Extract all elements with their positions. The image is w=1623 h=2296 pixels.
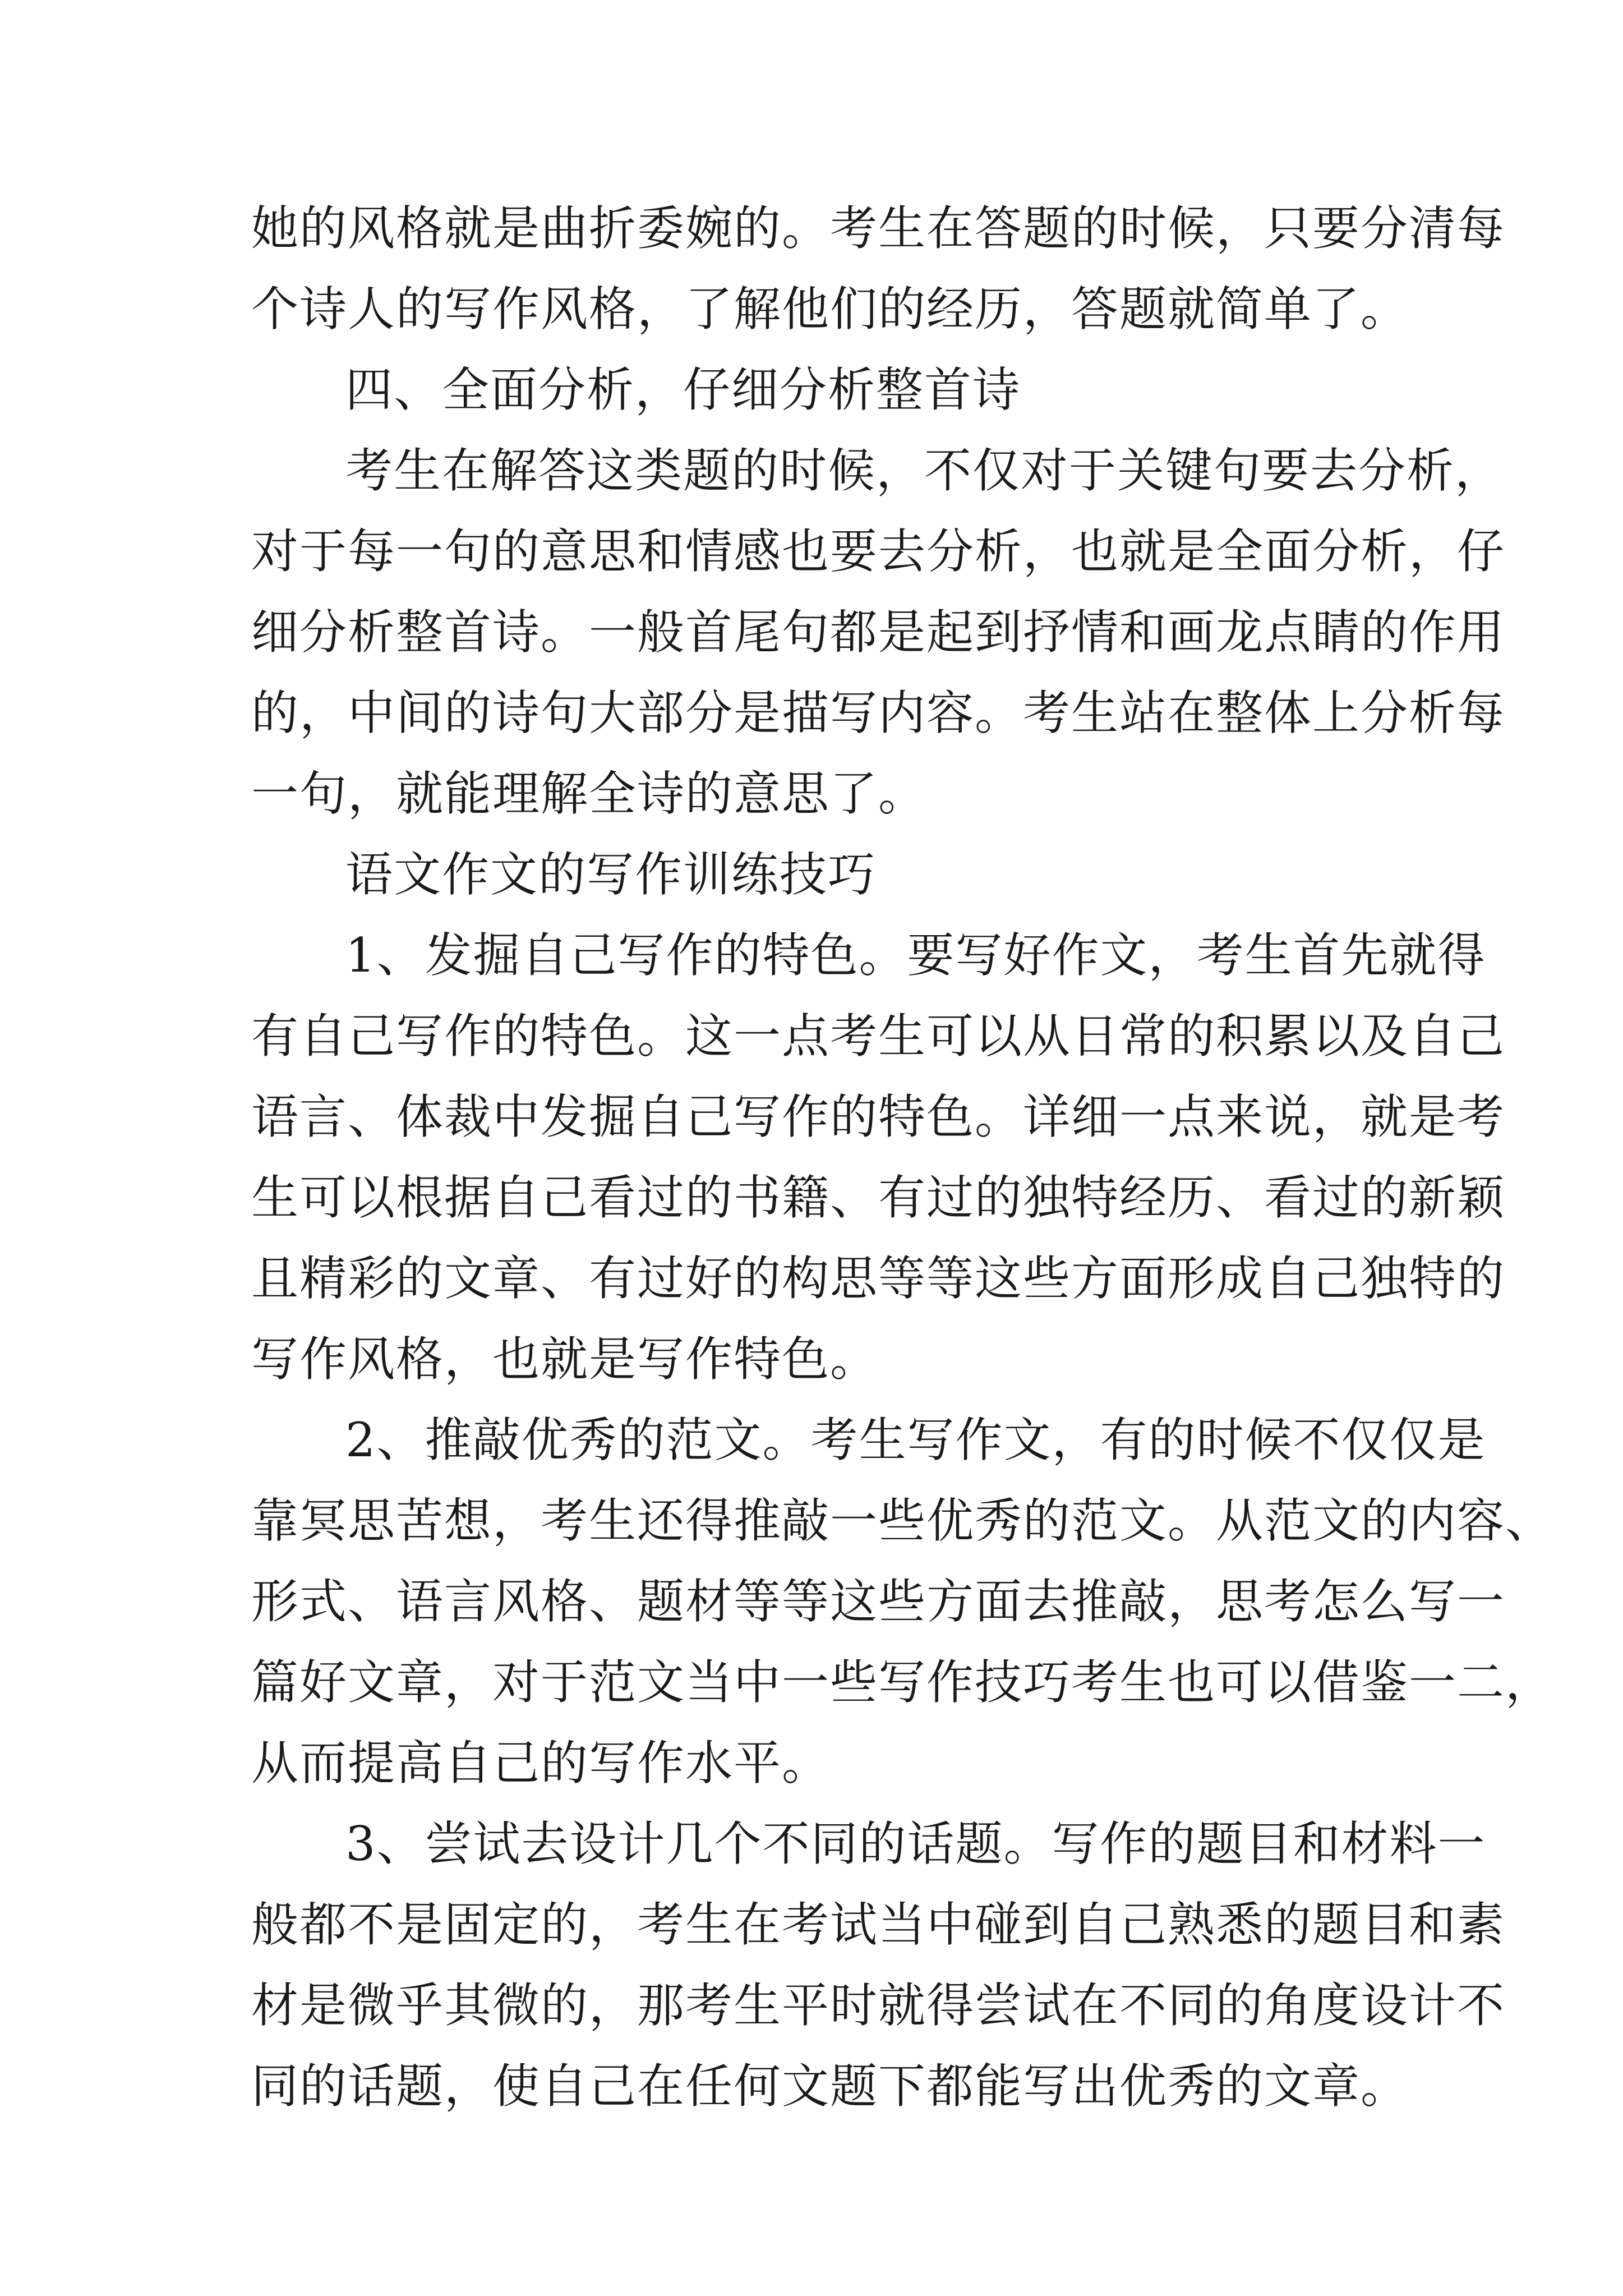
text-line: 语言、体裁中发掘自己写作的特色。详细一点来说，就是考: [251, 1089, 1506, 1144]
text-line: 材是微乎其微的，那考生平时就得尝试在不同的角度设计不: [251, 1978, 1506, 2033]
text-line: 3、尝试去设计几个不同的话题。写作的题目和材料一: [345, 1816, 1486, 1871]
text-line: 般都不是固定的，考生在考试当中碰到自己熟悉的题目和素: [251, 1897, 1506, 1952]
text-line: 1、发掘自己写作的特色。要写好作文，考生首先就得: [345, 928, 1486, 983]
body-text: [251, 188, 1554, 2127]
text-line: 个诗人的写作风格，了解他们的经历，答题就简单了。: [251, 282, 1409, 337]
text-line: 2、推敲优秀的范文。考生写作文，有的时候不仅仅是: [345, 1412, 1486, 1467]
text-line: 的，中间的诗句大部分是描写内容。考生站在整体上分析每: [251, 685, 1506, 740]
text-line: 四、全面分析，仔细分析整首诗: [345, 362, 1021, 417]
text-line: 她的风格就是曲折委婉的。考生在答题的时候，只要分清每: [251, 201, 1506, 256]
text-line: 写作风格，也就是写作特色。: [251, 1332, 879, 1387]
text-line: 对于每一句的意思和情感也要去分析，也就是全面分析，仔: [251, 524, 1506, 579]
text-line: 语文作文的写作训练技巧: [345, 847, 877, 902]
text-line: 从而提高自己的写作水平。: [251, 1736, 831, 1791]
text-line: 形式、语言风格、题材等等这些方面去推敲，思考怎么写一: [251, 1574, 1506, 1629]
text-line: 生可以根据自己看过的书籍、有过的独特经历、看过的新颖: [251, 1170, 1506, 1225]
text-line: 考生在解答这类题的时候，不仅对于关键句要去分析，: [345, 443, 1504, 498]
text-line: 靠冥思苦想，考生还得推敲一些优秀的范文。从范文的内容、: [251, 1493, 1554, 1548]
text-line: 篇好文章，对于范文当中一些写作技巧考生也可以借鉴一二，: [251, 1655, 1554, 1710]
text-line: 同的话题，使自己在任何文题下都能写出优秀的文章。: [251, 2059, 1409, 2114]
text-line: 一句，就能理解全诗的意思了。: [251, 766, 927, 821]
text-line: 且精彩的文章、有过好的构思等等这些方面形成自己独特的: [251, 1251, 1506, 1306]
text-line: 有自己写作的特色。这一点考生可以从日常的积累以及自己: [251, 1009, 1506, 1064]
text-line: 细分析整首诗。一般首尾句都是起到抒情和画龙点睛的作用: [251, 605, 1506, 660]
